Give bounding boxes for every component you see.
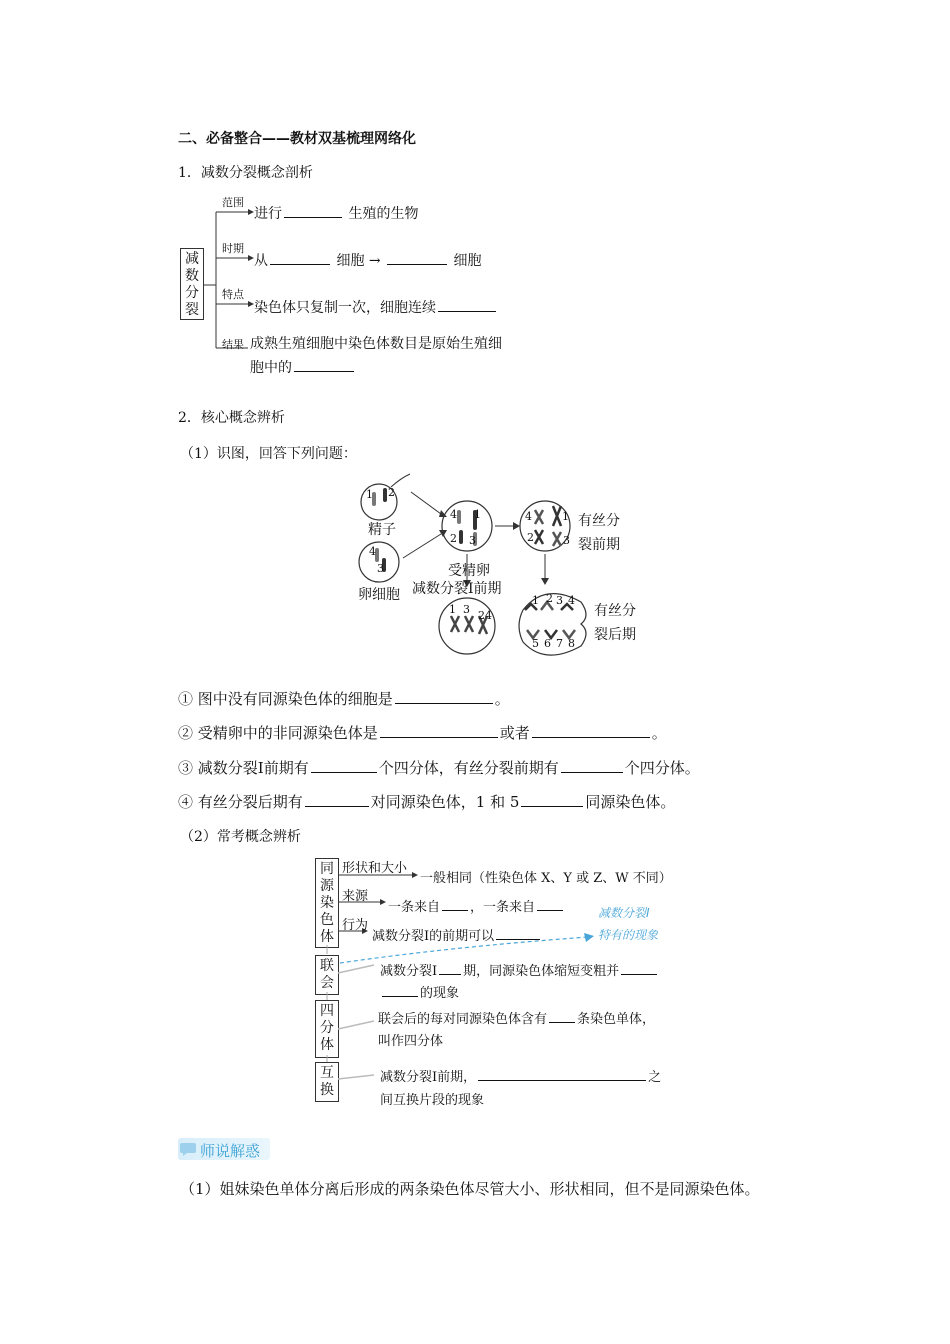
chrom-num: 3 (463, 603, 470, 616)
chrom-num: 4 (450, 508, 457, 521)
chat-bubble-icon (180, 1141, 198, 1157)
box-char: 体 (320, 1037, 334, 1053)
question-text: ② 受精卵中的非同源染色体是 (178, 724, 378, 742)
answer-blank[interactable] (382, 982, 418, 997)
question-text: 。 (651, 724, 667, 742)
question-text: 或者 (499, 724, 530, 742)
homolog-tag-behavior: 行为 (342, 918, 369, 933)
homolog-tag-source: 来源 (342, 889, 369, 904)
box-char: 同 (320, 861, 334, 877)
answer-blank[interactable] (521, 792, 583, 807)
answer-blank[interactable] (270, 250, 330, 265)
answer-blank[interactable] (442, 896, 468, 911)
label-zygote: 受精卵 (448, 563, 490, 579)
question-text: 个四分体。 (624, 759, 700, 777)
box-char: 互 (320, 1065, 334, 1081)
answer-blank[interactable] (496, 925, 540, 940)
concept-text: 条染色单体， (577, 1012, 656, 1027)
chrom-num: 8 (568, 637, 575, 650)
label-mitosis-prophase-2: 裂前期 (578, 537, 620, 553)
branch-period (254, 250, 482, 270)
branch-text: 胞中的 (250, 360, 292, 376)
box-char: 染 (320, 895, 334, 911)
chrom-num: 2 (450, 532, 457, 545)
answer-blank[interactable] (439, 960, 461, 975)
concept-text: 之 (648, 1070, 662, 1085)
question-2 (178, 722, 667, 743)
root-char: 裂 (185, 302, 199, 318)
box-char: 体 (320, 929, 334, 945)
concept-text: 联会后的每对同源染色体含有 (378, 1012, 548, 1027)
homolog-shape: 一般相同（性染色体 X、Y 或 Z、W 不同） (420, 871, 672, 886)
part2-heading: 2．核心概念辨析 (178, 410, 285, 426)
label-meiosis1: 减数分裂Ⅰ前期 (412, 581, 502, 597)
question-text: 对同源染色体，1 和 5 (370, 793, 520, 811)
synapsis-line1 (380, 960, 659, 979)
answer-blank[interactable] (438, 297, 496, 312)
chrom-num: 2 (527, 531, 534, 544)
question-3 (178, 757, 700, 778)
concept-text: 的现象 (420, 986, 460, 1001)
chrom-num: 1 (366, 488, 373, 501)
answer-blank[interactable] (294, 357, 354, 372)
label-egg: 卵细胞 (358, 587, 400, 603)
branch-text: 染色体只复制一次，细胞连续 (254, 300, 436, 316)
concept-text: 减数分裂Ⅰ前期， (380, 1070, 477, 1085)
box-char: 换 (320, 1082, 334, 1098)
chrom-num: 3 (469, 534, 476, 547)
answer-blank[interactable] (380, 723, 498, 738)
chrom-num: 3 (377, 562, 384, 575)
branch-tag-period: 时期 (222, 242, 244, 255)
branch-tag-feature: 特点 (222, 288, 244, 301)
chrom-num: 3 (563, 534, 570, 547)
homolog-source (388, 896, 565, 915)
question-text: 同源染色体。 (585, 793, 676, 811)
box-char: 四 (320, 1003, 334, 1019)
branch-text: 生殖的生物 (348, 206, 419, 222)
handwritten-note-2: 特有的现象 (598, 928, 659, 942)
answer-blank[interactable] (305, 792, 369, 807)
chrom-num: 5 (532, 637, 539, 650)
answer-blank[interactable] (621, 960, 657, 975)
chrom-num: 2 (388, 486, 395, 499)
question-text: ④ 有丝分裂后期有 (178, 793, 303, 811)
chrom-num: 24 (478, 609, 492, 622)
question-text: ③ 减数分裂Ⅰ前期有 (178, 759, 309, 777)
branch-text: 进行 (254, 206, 282, 222)
part1-heading: 1．减数分裂概念剖析 (178, 165, 313, 181)
branch-tag-result: 结果 (222, 338, 244, 351)
tetrad-line2: 叫作四分体 (378, 1034, 444, 1049)
tip-text: （1）姐妹染色单体分离后形成的两条染色体尽管大小、形状相同，但不是同源染色体。 (180, 1180, 760, 1198)
chrom-num: 1 (562, 510, 569, 523)
answer-blank[interactable] (561, 758, 623, 773)
chrom-num: 3 (556, 594, 563, 607)
homolog-tag-shape: 形状和大小 (342, 861, 408, 876)
concept-text: ，一条来自 (470, 900, 536, 915)
label-mitosis-anaphase-2: 裂后期 (594, 627, 636, 643)
question-text: ① 图中没有同源染色体的细胞是 (178, 690, 393, 708)
answer-blank[interactable] (532, 723, 650, 738)
question-1 (178, 688, 510, 709)
crossover-line2: 间互换片段的现象 (380, 1093, 485, 1108)
chrom-num: 6 (544, 637, 551, 650)
crossover-line1 (380, 1066, 661, 1085)
branch-result-line1: 成熟生殖细胞中染色体数目是原始生殖细 (250, 336, 502, 352)
homolog-behavior (372, 925, 542, 944)
answer-blank[interactable] (395, 689, 493, 704)
concept-text: 减数分裂Ⅰ (380, 964, 438, 979)
chrom-num: 1 (532, 594, 539, 607)
answer-blank[interactable] (549, 1008, 575, 1023)
branch-tag-scope: 范围 (222, 196, 244, 209)
concept-text: 期，同源染色体缩短变粗并 (463, 964, 620, 979)
box-char: 联 (320, 958, 334, 974)
answer-blank[interactable] (537, 896, 563, 911)
chrom-num: 4 (525, 510, 532, 523)
tetrad-line1 (378, 1008, 655, 1027)
box-char: 会 (320, 975, 334, 991)
box-char: 分 (320, 1020, 334, 1036)
answer-blank[interactable] (387, 250, 447, 265)
answer-blank[interactable] (478, 1066, 646, 1081)
branch-text: 从 (254, 253, 268, 269)
label-mitosis-anaphase-1: 有丝分 (594, 603, 636, 619)
root-char: 减 (185, 251, 199, 267)
handwritten-note-1: 减数分裂Ⅰ (598, 906, 650, 920)
part2-sub2: （2）常考概念辨析 (180, 829, 301, 845)
chrom-num: 4 (568, 594, 575, 607)
question-text: 。 (494, 690, 510, 708)
branch-feature (254, 297, 498, 317)
chrom-num: 1 (474, 508, 481, 521)
chrom-num: 1 (449, 603, 456, 616)
branch-text: 细胞 → (336, 253, 381, 269)
chrom-num: 4 (369, 545, 376, 558)
branch-result-line2 (250, 357, 356, 377)
question-4 (178, 791, 675, 812)
chrom-num: 2 (546, 592, 553, 605)
branch-scope (254, 203, 418, 223)
question-text: 个四分体，有丝分裂前期有 (378, 759, 559, 777)
chrom-num: 7 (556, 637, 563, 650)
part2-sub1: （1）识图，回答下列问题： (180, 446, 357, 462)
box-char: 色 (320, 912, 334, 928)
root-char: 分 (185, 285, 199, 301)
branch-text: 细胞 (453, 253, 482, 269)
label-mitosis-prophase-1: 有丝分 (578, 513, 620, 529)
box-char: 源 (320, 878, 334, 894)
answer-blank[interactable] (284, 203, 342, 218)
section-title: 二、必备整合——教材双基梳理网络化 (178, 131, 416, 147)
concept-text: 一条来自 (388, 900, 441, 915)
synapsis-line2 (380, 982, 459, 1001)
label-sperm: 精子 (368, 522, 396, 538)
root-char: 数 (185, 268, 199, 284)
tip-badge-label: 师说解惑 (200, 1142, 261, 1160)
tip-badge (178, 1138, 270, 1160)
answer-blank[interactable] (311, 758, 377, 773)
concept-text: 减数分裂Ⅰ的前期可以 (372, 929, 495, 944)
